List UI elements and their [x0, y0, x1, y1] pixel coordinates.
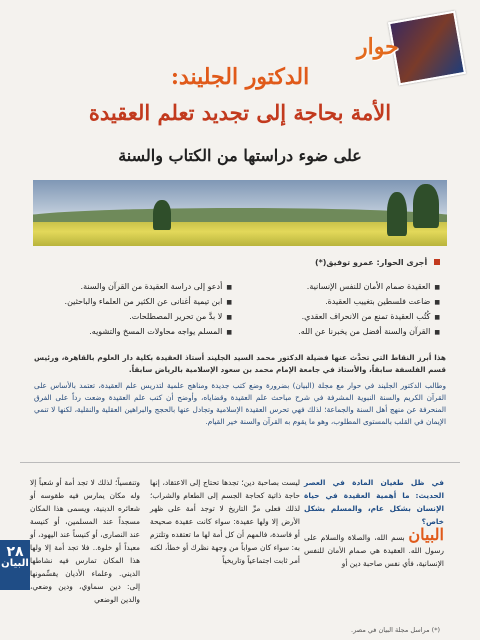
column-question — [304, 476, 444, 570]
highlight-item: ■ المسلم يواجه محاولات المسخ والتشويه. — [42, 325, 232, 340]
badge-word: حوار — [357, 34, 399, 60]
article-name: الدكتور الجليند: — [170, 64, 310, 90]
highlight-item: ■ كُتُب العقيدة تمنع من الانحراف العقدي. — [250, 310, 440, 325]
page-number: ٢٨ — [6, 544, 24, 560]
highlight-item: ■ أدعو إلى دراسة العقيدة من القرآن والسنة. — [42, 280, 232, 295]
byline: أجرى الحوار: عمرو توفيق(*) — [315, 258, 440, 267]
intro-paragraph: هذا أبرز النقاط التي تحدَّث عنها فضيلة الدكتور محمد السيد الجليند أستاذ العقيدة بكلية دار العلوم بالقاهرة، ورئيس قسم الفلسفة سابقاً، والأستاذ في جامعة الإمام محمد بن سعود الإسلامية بالرياض سابقاً. — [34, 353, 446, 374]
highlight-item: ■ لا بدَّ من تحرير المصطلحات. — [42, 310, 232, 325]
highlights-left — [42, 280, 232, 340]
page-number-box — [0, 540, 30, 590]
column-middle: ليست بصاحبة دين؛ تجدها تحتاج إلى الاعتقاد، إنها حاجة ذاتية كحاجة الجسم إلى الطعام والشراب؛ لذلك فعلى مرِّ التاريخ لا توجد أمة على ظهر الأرض إلا ولها عقيدة: سواء كانت عقيدة صحيحة أو فاسدة، فالمهم أن كل أمة لها ما تعتقده وتلتزم به: سواء كان صواباً من وجهة نظرك أو خطأ، لكنه أمر ثابت اجتماعياً وتاريخياً — [150, 478, 300, 565]
answer-text: بسم الله، والصلاة والسلام على رسول الله. العقيدة هي صمام الأمان للنفس الإنسانية، فأي نفس صاحبة دين أو — [304, 533, 444, 568]
divider — [20, 462, 460, 463]
article-headline: الأمة بحاجة إلى تجديد تعلم العقيدة — [88, 100, 392, 125]
highlight-item: ■ ابن تيمية أغنانى عن الكثير من العلماء والباحثين. — [42, 295, 232, 310]
column-left: وتنفسياً؛ لذلك لا تجد أمة أو شعباً إلا وله مكان يمارس فيه طقوسه أو شعائره الدينية، ويسمى هذا المكان مسجداً عند المسلمين، أو كنيسة عند النصارى، أو كنيساً عند اليهود، أو معبداً أو خلوة.. فلا تجد أمة إلا ولها هذا المكان تمارس فيه نشاطها الديني. وعلماء الأديان يقسِّمونها إلى: دين سماوي، ودين وضعي، والدين الوضعي — [30, 478, 140, 604]
lead-paragraph: وطالب الدكتور الجليند في حوار مع مجلة (البيان) بضرورة وضع كتب جديدة ومناهج علمية لتدريس علم العقيدة، تعتمد بالأساس على القرآن الكريم والسنة النبوية المشرفة في شرح مباحث علم العقيدة وقضاياه، وأوضح أن كتب علم العقيدة وضعت رداً على الفرق المنحرفة عن منهج أهل السنة والجماعة؛ لذلك فهي تحرس العقيدة الإسلامية وتجادل عنها بالحجج والبراهين العقلية والنقلية، لكنها لا تنمي الإيمان في القلب بالمستوى المطلوب، وهو ما يقوم به القرآن والسنة خير القيام. — [34, 381, 446, 426]
brand-label: البيان — [408, 525, 444, 544]
highlight-item: ■ ضاعت فلسطين بتغييب العقيدة. — [250, 295, 440, 310]
article-subheadline: على ضوء دراستها من الكتاب والسنة — [118, 146, 362, 165]
footnote: (*) مراسل مجلة البيان في مصر. — [351, 626, 440, 634]
highlights-right — [250, 280, 440, 340]
highlight-item: ■ العقيدة صمام الأمان للنفس الإنسانية. — [250, 280, 440, 295]
highlight-item: ■ القرآن والسنة أفضل من يخبرنا عن الله. — [250, 325, 440, 340]
question-text: في ظل طغيان المادة في العصر الحديث: ما أهمية العقيدة في حياة الإنسان بشكل عام، والمسلم بشكل خاص؟ — [304, 478, 444, 526]
page-brand: البيان — [1, 558, 29, 569]
landscape-photo — [33, 180, 447, 246]
square-bullet-icon — [434, 259, 440, 265]
